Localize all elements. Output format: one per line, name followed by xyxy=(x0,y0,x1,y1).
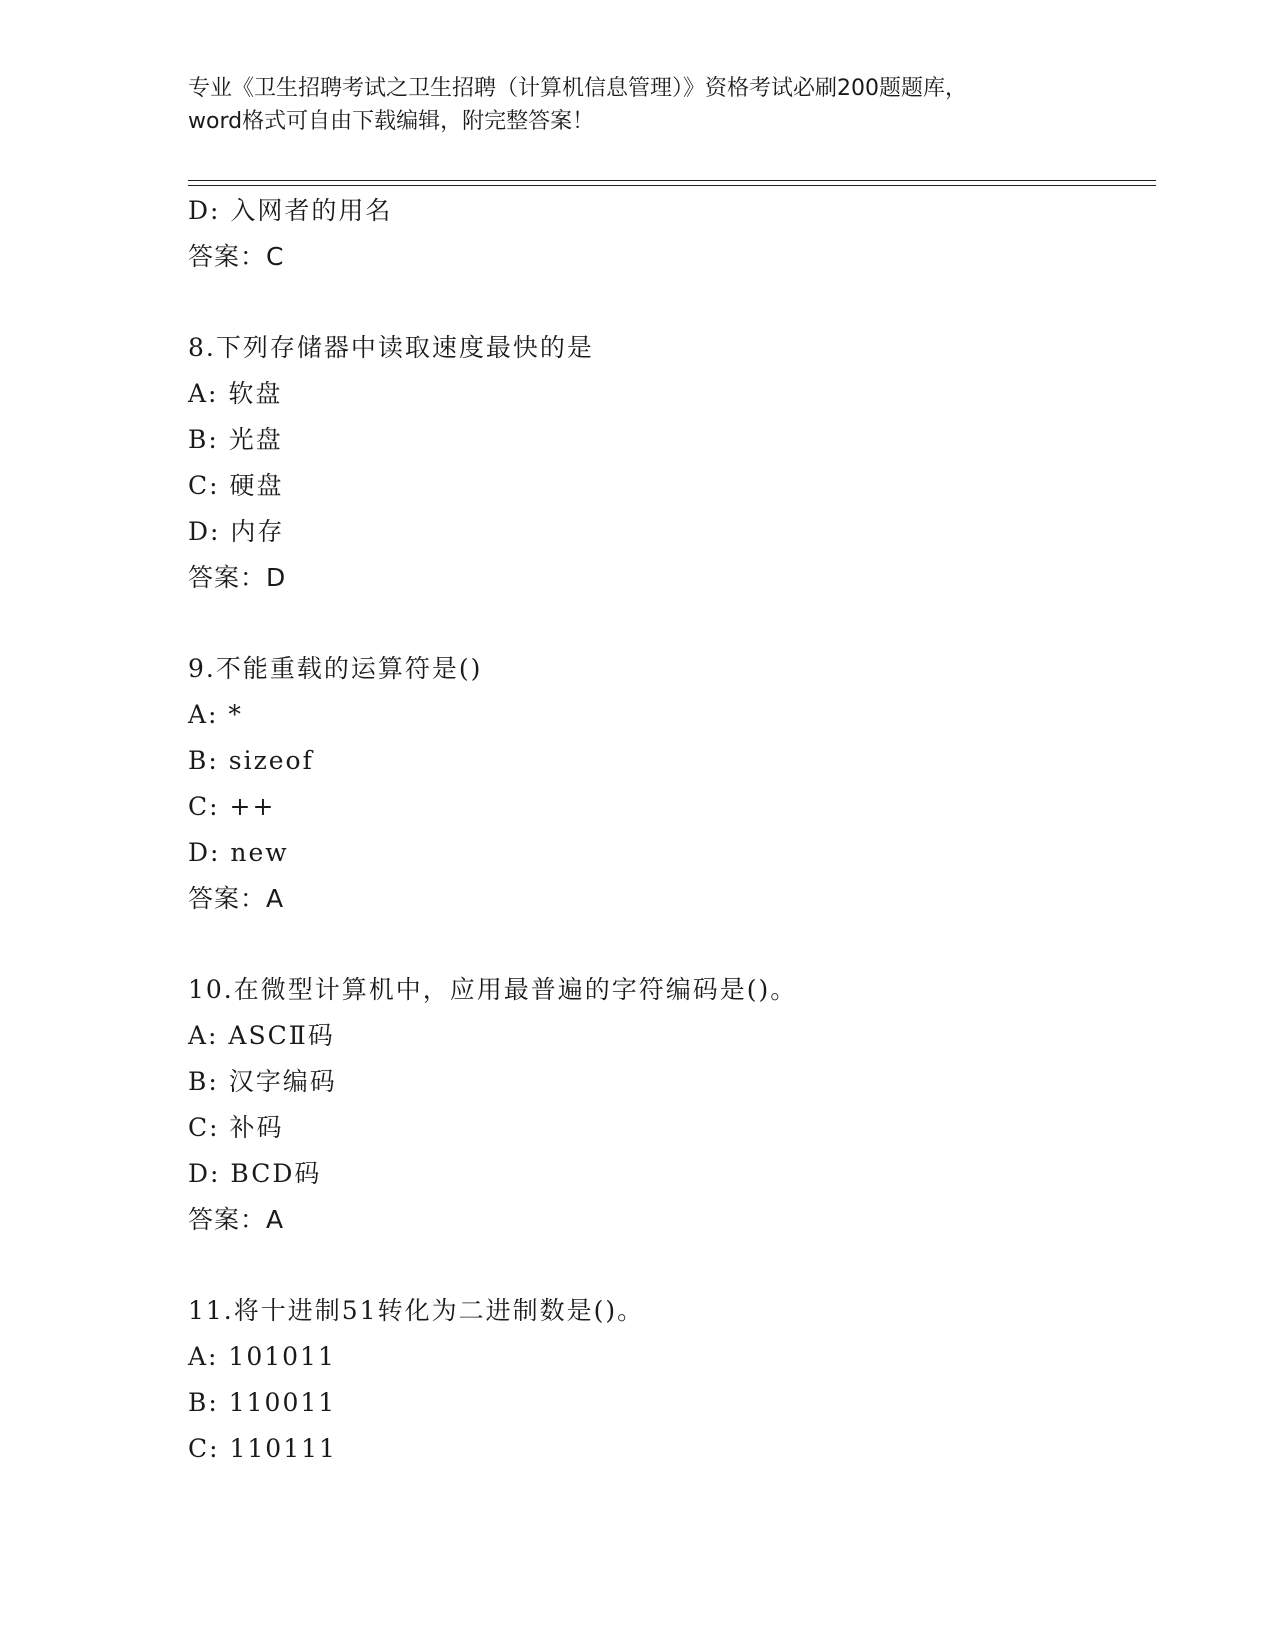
option-d: D: BCD码 xyxy=(188,1159,322,1188)
option-b: B: 汉字编码 xyxy=(188,1067,337,1096)
question-stem: 10.在微型计算机中，应用最普遍的字符编码是()。 xyxy=(188,975,798,1004)
spacer xyxy=(188,922,1148,967)
spacer xyxy=(188,1243,1148,1288)
answer-line: 答案：C xyxy=(188,242,285,271)
question-block-8 xyxy=(188,325,1148,601)
header-title-line-1: 专业《卫生招聘考试之卫生招聘（计算机信息管理）》资格考试必刷200题题库， xyxy=(188,76,967,101)
option-b: B: sizeof xyxy=(188,746,314,775)
answer-line: 答案：A xyxy=(188,1205,285,1234)
option-a: A: 软盘 xyxy=(188,379,283,408)
option-a: A: * xyxy=(188,700,243,729)
option-b: B: 110011 xyxy=(188,1388,337,1417)
question-block-11 xyxy=(188,1288,1148,1472)
question-stem: 8.下列存储器中读取速度最快的是 xyxy=(188,333,594,362)
header-divider-bottom xyxy=(188,185,1156,186)
option-d: D: 内存 xyxy=(188,517,285,546)
header-divider-top xyxy=(188,180,1156,181)
option-a: A: ASCⅡ码 xyxy=(188,1021,335,1050)
document-header xyxy=(188,72,1088,138)
answer-line: 答案：A xyxy=(188,884,285,913)
option-b: B: 光盘 xyxy=(188,425,283,454)
question-block-10 xyxy=(188,967,1148,1243)
option-c: C: 硬盘 xyxy=(188,471,284,500)
header-title-line-2: word格式可自由下载编辑，附完整答案！ xyxy=(188,109,595,134)
spacer xyxy=(188,280,1148,325)
option-c: C: 110111 xyxy=(188,1434,337,1463)
option-c: C: 补码 xyxy=(188,1113,284,1142)
spacer xyxy=(188,601,1148,646)
question-list xyxy=(188,188,1148,1472)
question-block-9 xyxy=(188,646,1148,922)
option-c: C: ++ xyxy=(188,792,276,821)
option-d: D: new xyxy=(188,838,289,867)
option-d: D: 入网者的用名 xyxy=(188,196,393,225)
answer-line: 答案：D xyxy=(188,563,287,592)
option-a: A: 101011 xyxy=(188,1342,336,1371)
question-stem: 9.不能重载的运算符是() xyxy=(188,654,483,683)
question-stem: 11.将十进制51转化为二进制数是()。 xyxy=(188,1296,645,1325)
